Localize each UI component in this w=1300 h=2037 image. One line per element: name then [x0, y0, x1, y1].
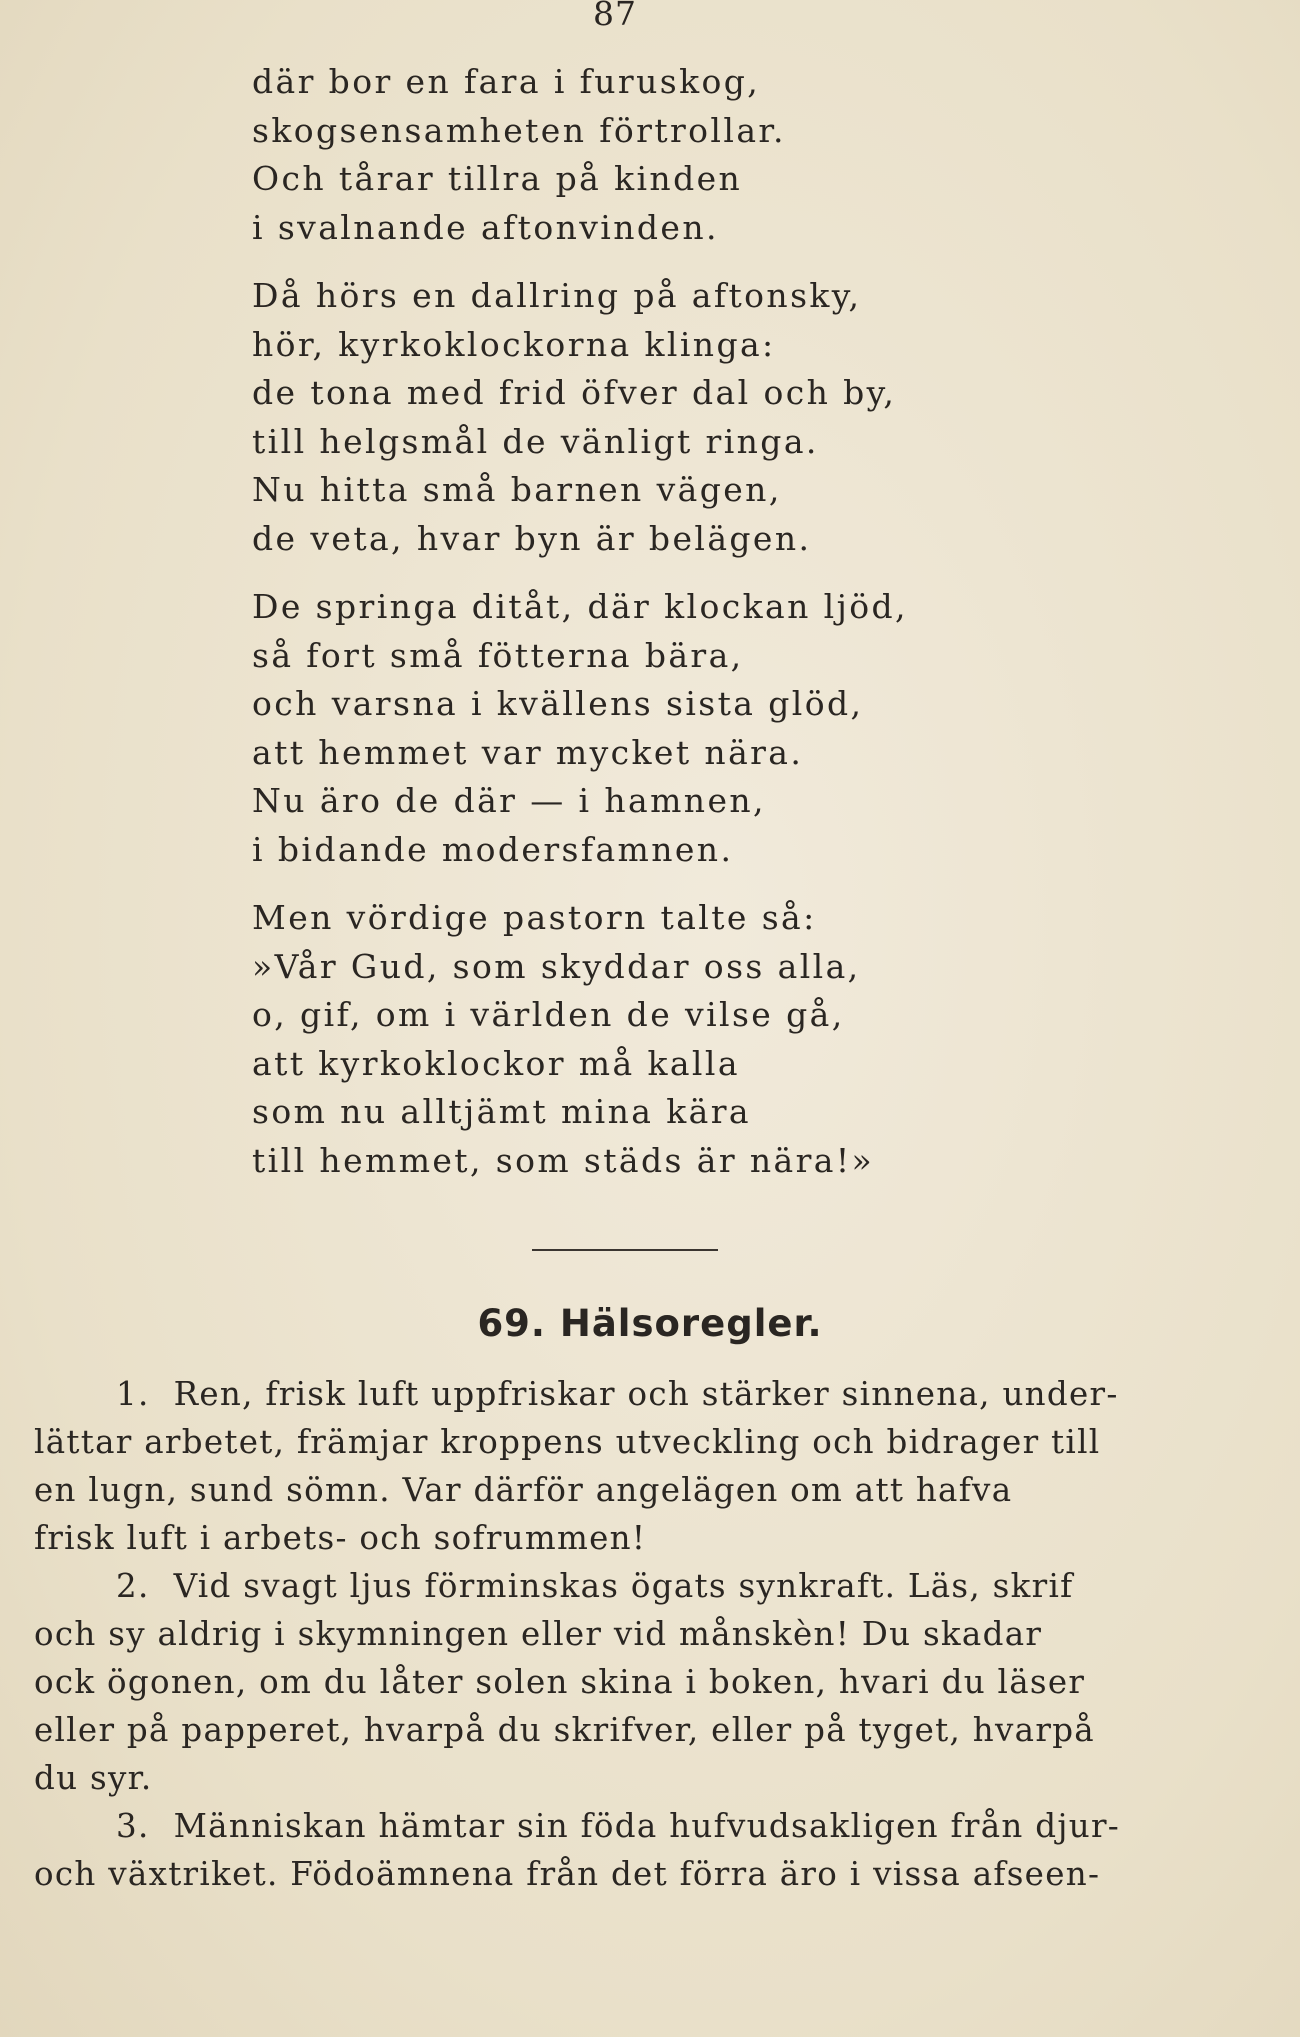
- rule-line: och växtriket. Födoämnena från det förra äro i vissa afseen-: [34, 1855, 1101, 1893]
- poem-line: Nu hitta små barnen vägen,: [252, 470, 782, 509]
- page-number: 87: [593, 0, 637, 33]
- poem-line: att kyrkoklockor må kalla: [252, 1043, 740, 1083]
- rule-first-line: [34, 1370, 1214, 1418]
- rule-number: 3.: [116, 1807, 150, 1845]
- poem-line: Då hörs en dallring på aftonsky,: [252, 276, 862, 315]
- poem-line: de tona med frid öfver dal och by,: [252, 373, 897, 412]
- rule-line: du syr.: [34, 1759, 153, 1797]
- poem-line: i svalnande aftonvinden.: [252, 207, 719, 247]
- rule-line: en lugn, sund sömn. Var därför angelägen om att hafva: [34, 1471, 1013, 1509]
- poem-line: i bidande modersfamnen.: [252, 829, 734, 869]
- rule-line: och sy aldrig i skymningen eller vid månskèn! Du skadar: [34, 1615, 1043, 1653]
- poem-line: att hemmet var mycket nära.: [252, 732, 804, 772]
- rule-first-line: [34, 1562, 1214, 1610]
- rule-text: Människan hämtar sin föda hufvudsakligen från djur-: [173, 1807, 1121, 1845]
- poem-line: de veta, hvar byn är belägen.: [252, 518, 812, 558]
- poem-line: som nu alltjämt mina kära: [252, 1092, 751, 1131]
- rule-text: Ren, frisk luft uppfriskar och stärker sinnena, under-: [173, 1375, 1119, 1413]
- poem-line: Men vördige pastorn talte så:: [252, 898, 817, 937]
- poem-line: o, gif, om i världen de vilse gå,: [252, 995, 845, 1034]
- poem-line: Nu äro de där — i hamnen,: [252, 781, 766, 820]
- section-divider: [532, 1249, 718, 1251]
- poem-line: till hemmet, som städs är nära!»: [252, 1140, 875, 1180]
- poem: [252, 58, 1012, 1205]
- poem-line: Och tårar tillra på kinden: [252, 159, 743, 198]
- rule-item: [34, 1802, 1214, 1898]
- rule-line: lättar arbetet, främjar kroppens utveckling och bidrager till: [34, 1423, 1101, 1461]
- poem-stanza: [252, 894, 1012, 1185]
- rule-item: [34, 1562, 1214, 1802]
- poem-line: och varsna i kvällens sista glöd,: [252, 684, 864, 723]
- poem-stanza: [252, 583, 1012, 874]
- poem-line: där bor en fara i furuskog,: [252, 62, 761, 101]
- poem-line: så fort små fötterna bära,: [252, 635, 744, 675]
- rule-first-line: [34, 1802, 1214, 1850]
- poem-line: skogsensamheten förtrollar.: [252, 110, 786, 150]
- poem-line: till helgsmål de vänligt ringa.: [252, 421, 819, 461]
- rule-number: 2.: [116, 1567, 150, 1605]
- rule-number: 1.: [116, 1375, 150, 1413]
- poem-stanza: [252, 272, 1012, 563]
- health-rules: [34, 1370, 1214, 1898]
- poem-line: »Vår Gud, som skyddar oss alla,: [252, 946, 861, 986]
- rule-item: [34, 1370, 1214, 1562]
- poem-line: De springa ditåt, där klockan ljöd,: [252, 587, 908, 626]
- section-title: 69. Hälsoregler.: [477, 1302, 823, 1345]
- rule-line: ock ögonen, om du låter solen skina i boken, hvari du läser: [34, 1663, 1086, 1701]
- rule-line: frisk luft i arbets- och sofrummen!: [34, 1519, 647, 1557]
- rule-line: eller på papperet, hvarpå du skrifver, eller på tyget, hvarpå: [34, 1711, 1095, 1749]
- poem-stanza: [252, 58, 1012, 252]
- poem-line: hör, kyrkoklockorna klinga:: [252, 324, 776, 364]
- rule-text: Vid svagt ljus förminskas ögats synkraft. Läs, skrif: [173, 1567, 1074, 1605]
